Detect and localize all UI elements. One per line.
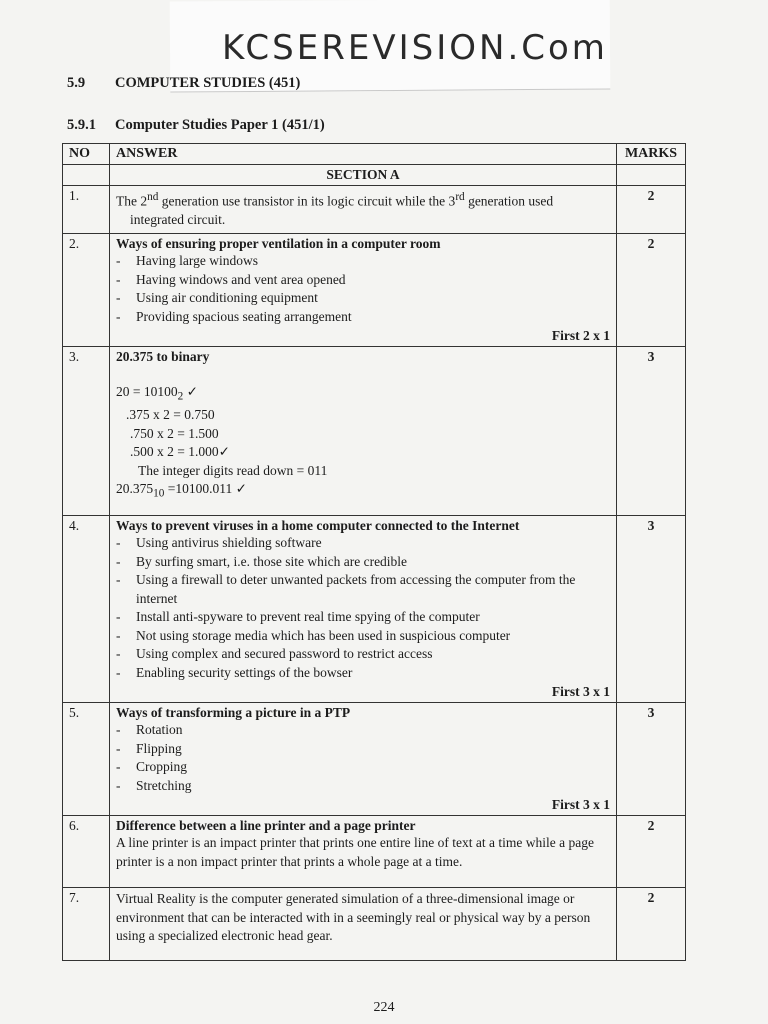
table-row [63, 888, 686, 961]
section-label: SECTION A [110, 165, 617, 186]
answer-cell: The 2nd generation use transistor in its logic circuit while the 3rd generation used integrated circuit. [110, 186, 617, 234]
answer-text: A line printer is an impact printer that prints one entire line of text at a time while a page printer is a non impact printer that prints a whole page at a time. [116, 835, 594, 869]
marks-value: 3 [617, 516, 686, 703]
question-title: Ways of ensuring proper ventilation in a computer room [116, 236, 441, 251]
answer-cell [110, 888, 617, 961]
section-number: 5.9 [67, 75, 86, 91]
question-number: 1. [63, 186, 110, 234]
question-title: Difference between a line printer and a page printer [116, 818, 416, 834]
list-item: - Having large windows [116, 252, 610, 271]
section-row [63, 165, 686, 186]
list-item: - Cropping [116, 758, 610, 777]
list-item: - Providing spacious seating arrangement [116, 308, 610, 327]
list-item: - Flipping [116, 740, 610, 759]
section-title: COMPUTER STUDIES (451) [115, 75, 301, 91]
table-row [63, 347, 686, 516]
table-row [63, 516, 686, 703]
question-number: 4. [63, 516, 110, 703]
question-number: 7. [63, 888, 110, 961]
answer-list [116, 721, 610, 795]
table-header-row [63, 144, 686, 165]
list-item: - Stretching [116, 777, 610, 796]
subsection-title: Computer Studies Paper 1 (451/1) [115, 117, 325, 133]
question-number: 5. [63, 703, 110, 816]
question-number: 3. [63, 347, 110, 516]
list-item: - Enabling security settings of the bowser [116, 664, 610, 683]
marks-value: 3 [617, 703, 686, 816]
question-number: 2. [63, 234, 110, 347]
table-row [63, 703, 686, 816]
answer-list [116, 534, 610, 682]
answer-cell [110, 816, 617, 888]
table-row [63, 234, 686, 347]
list-item: - By surfing smart, i.e. those site which are credible [116, 553, 610, 572]
marking-note: First 3 x 1 [551, 797, 610, 813]
list-item: - Using antivirus shielding software [116, 534, 610, 553]
subsection-number: 5.9.1 [67, 117, 96, 133]
header-answer: ANSWER [110, 144, 617, 165]
marks-value: 2 [617, 816, 686, 888]
answer-cell [110, 234, 617, 347]
table-row [63, 186, 686, 234]
marking-note: First 3 x 1 [551, 684, 610, 700]
marks-value: 3 [617, 347, 686, 516]
list-item: - Using complex and secured password to restrict access [116, 645, 610, 664]
marking-note: First 2 x 1 [551, 328, 610, 343]
answer-list [116, 252, 610, 326]
marks-value: 2 [617, 186, 686, 234]
answer-cell: 20.375 to binary $20 = 10100_2$ ✓ .375 x 2 = 0.750 .750 x 2 = 1.500 .500 x 2 = 1.000✓ The integer digits read down = 011 $20.375_{10} =10100.011$ ✓ [110, 347, 617, 516]
list-item: - Using air conditioning equipment [116, 289, 610, 308]
list-item: - Using a firewall to deter unwanted packets from accessing the computer from the internet [116, 571, 610, 608]
list-item: - Install anti-spyware to prevent real time spying of the computer [116, 608, 610, 627]
page-number: 224 [373, 1000, 395, 1015]
marks-value: 2 [617, 234, 686, 347]
marks-value: 2 [617, 888, 686, 961]
question-number: 6. [63, 816, 110, 888]
answer-text: Virtual Reality is the computer generated simulation of a three-dimensional image or environment that can be interacted with in a seemingly real or physical way by a person using a specialized electronic head gear. [116, 891, 591, 944]
header-marks: MARKS [617, 144, 686, 165]
list-item: - Rotation [116, 721, 610, 740]
question-title: Ways of transforming a picture in a PTP [116, 705, 351, 721]
question-title: 20.375 to binary [116, 349, 210, 364]
table-row [63, 816, 686, 888]
question-title: Ways to prevent viruses in a home computer connected to the Internet [116, 518, 520, 534]
answer-table [62, 143, 686, 961]
list-item: - Not using storage media which has been used in suspicious computer [116, 627, 610, 646]
answer-cell [110, 703, 617, 816]
stamp-text: KCSEREVISION.Com [222, 28, 608, 68]
list-item: - Having windows and vent area opened [116, 271, 610, 290]
answer-cell [110, 516, 617, 703]
header-no: NO [63, 144, 110, 165]
